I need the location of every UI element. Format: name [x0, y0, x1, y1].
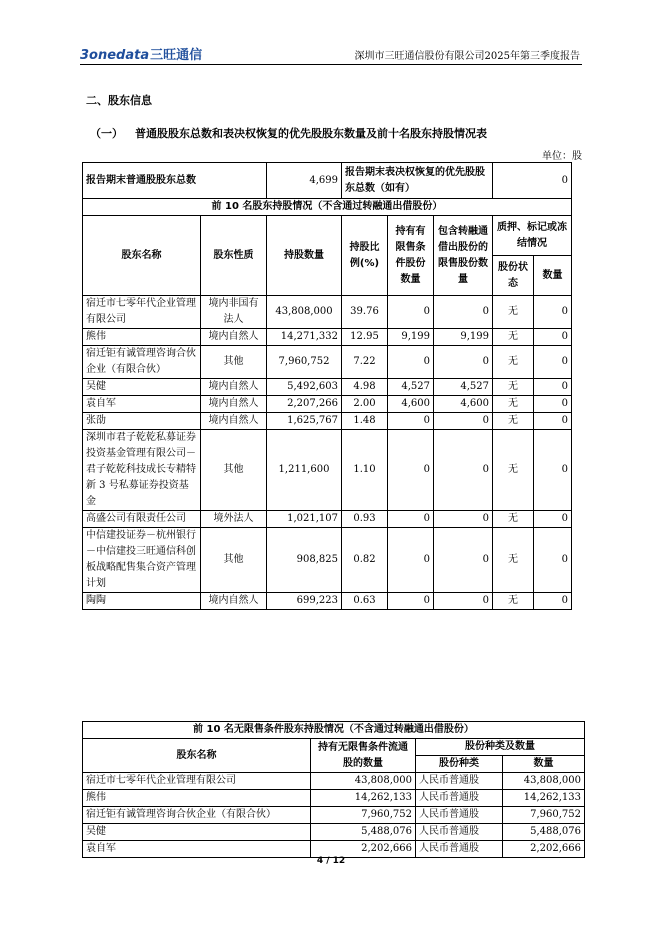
shareholder-nature: 境内自然人 — [201, 396, 267, 413]
restricted-qty: 0 — [388, 511, 434, 528]
pledge-status: 无 — [493, 413, 534, 430]
table-row — [83, 528, 572, 593]
share-type: 人民币普通股 — [416, 790, 503, 807]
lent-restricted-qty: 4,527 — [434, 379, 493, 396]
unrestricted-qty: 5,488,076 — [311, 824, 416, 841]
logo-text: 3onedata — [80, 48, 150, 63]
table-row — [83, 593, 572, 610]
restricted-qty: 0 — [388, 528, 434, 593]
holding-qty: 1,211,600 — [267, 430, 342, 511]
holding-ratio: 0.63 — [342, 593, 388, 610]
shareholder-nature: 其他 — [201, 346, 267, 379]
pledge-qty: 0 — [534, 396, 572, 413]
unrestricted-header-row — [83, 739, 585, 756]
restricted-qty: 0 — [388, 346, 434, 379]
shareholder-name: 宿迁市七零年代企业管理有限公司 — [83, 296, 201, 329]
col-header-name: 股东名称 — [83, 216, 201, 296]
shareholder-nature: 境内非国有法人 — [201, 296, 267, 329]
pledge-status: 无 — [493, 379, 534, 396]
holding-ratio: 0.93 — [342, 511, 388, 528]
share-type: 人民币普通股 — [416, 841, 503, 858]
shareholder-name: 吴健 — [83, 824, 311, 841]
col-header-pledge-status: 股份状态 — [493, 256, 534, 296]
share-type: 人民币普通股 — [416, 773, 503, 790]
holding-ratio: 1.48 — [342, 413, 388, 430]
col-header-pledge-qty: 数量 — [534, 256, 572, 296]
shareholder-nature: 其他 — [201, 528, 267, 593]
subsection-text: 普通股股东总数和表决权恢复的优先股股东数量及前十名股东持股情况表 — [135, 127, 487, 140]
shareholder-name: 袁自军 — [83, 396, 201, 413]
lent-restricted-qty: 0 — [434, 511, 493, 528]
share-type: 人民币普通股 — [416, 807, 503, 824]
top10-header-row — [83, 216, 572, 256]
table-row — [83, 430, 572, 511]
holding-ratio: 39.76 — [342, 296, 388, 329]
holding-ratio: 4.98 — [342, 379, 388, 396]
table-row — [83, 841, 585, 858]
holding-ratio: 7.22 — [342, 346, 388, 379]
holding-ratio: 0.82 — [342, 528, 388, 593]
col-header-nature: 股东性质 — [201, 216, 267, 296]
shareholder-nature: 境内自然人 — [201, 593, 267, 610]
company-logo — [80, 44, 202, 63]
shareholder-name: 中信建投证券－杭州银行－中信建投三旺通信科创板战略配售集合资产管理计划 — [83, 528, 201, 593]
pledge-status: 无 — [493, 329, 534, 346]
pledge-status: 无 — [493, 396, 534, 413]
share-qty: 5,488,076 — [503, 824, 585, 841]
pledge-status: 无 — [493, 528, 534, 593]
pledge-status: 无 — [493, 430, 534, 511]
top10-title-row — [83, 199, 572, 216]
unrestricted-title: 前 10 名无限售条件股东持股情况（不含通过转融通出借股份） — [83, 722, 585, 739]
shareholder-nature: 境外法人 — [201, 511, 267, 528]
shareholder-name: 陶陶 — [83, 593, 201, 610]
share-qty: 2,202,666 — [503, 841, 585, 858]
table-row — [83, 807, 585, 824]
table-row — [83, 329, 572, 346]
lent-restricted-qty: 0 — [434, 593, 493, 610]
table-row — [83, 824, 585, 841]
shareholder-nature: 境内自然人 — [201, 413, 267, 430]
holding-ratio: 12.95 — [342, 329, 388, 346]
lent-restricted-qty: 0 — [434, 346, 493, 379]
col-header-name: 股东名称 — [83, 739, 311, 773]
table-row — [83, 773, 585, 790]
shareholder-nature: 境内自然人 — [201, 329, 267, 346]
top10-title: 前 10 名股东持股情况（不含通过转融通出借股份） — [83, 199, 572, 216]
col-header-restricted: 持有有限售条件股份数量 — [388, 216, 434, 296]
page-number: 4 / 12 — [316, 856, 346, 866]
share-qty: 43,808,000 — [503, 773, 585, 790]
unrestricted-shareholders-table — [82, 721, 585, 858]
col-header-pledge: 质押、标记或冻结情况 — [493, 216, 572, 256]
pledge-qty: 0 — [534, 296, 572, 329]
unit-label: 单位：股 — [542, 151, 582, 162]
col-header-share-type: 股份种类 — [416, 756, 503, 773]
share-type: 人民币普通股 — [416, 824, 503, 841]
top10-shareholders-table — [82, 162, 572, 610]
page-header — [80, 44, 582, 65]
pref-holders-value: 0 — [493, 163, 572, 199]
holding-qty: 699,223 — [267, 593, 342, 610]
unrestricted-qty: 7,960,752 — [311, 807, 416, 824]
col-header-share-qty: 数量 — [503, 756, 585, 773]
summary-row — [83, 163, 572, 199]
pledge-qty: 0 — [534, 346, 572, 379]
holding-ratio: 1.10 — [342, 430, 388, 511]
shareholder-name: 宿迁钜有诚管理咨询合伙企业（有限合伙） — [83, 346, 201, 379]
subsection-number: （一） — [90, 127, 123, 140]
col-header-ratio: 持股比例(%) — [342, 216, 388, 296]
pledge-qty: 0 — [534, 511, 572, 528]
shareholder-name: 宿迁市七零年代企业管理有限公司 — [83, 773, 311, 790]
logo-cn-text: 三旺通信 — [150, 48, 203, 63]
pledge-qty: 0 — [534, 430, 572, 511]
pledge-qty: 0 — [534, 528, 572, 593]
restricted-qty: 0 — [388, 413, 434, 430]
table-row — [83, 296, 572, 329]
lent-restricted-qty: 0 — [434, 413, 493, 430]
subsection-title — [90, 125, 487, 141]
table-row — [83, 379, 572, 396]
shareholder-name: 深圳市君子乾乾私募证券投资基金管理有限公司－君子乾乾科技成长专精特新 3 号私募证券投资基金 — [83, 430, 201, 511]
lent-restricted-qty: 0 — [434, 528, 493, 593]
section-title: 二、股东信息 — [86, 94, 152, 107]
col-header-lent: 包含转融通借出股份的限售股份数量 — [434, 216, 493, 296]
shareholder-nature: 境内自然人 — [201, 379, 267, 396]
col-header-qty: 持股数量 — [267, 216, 342, 296]
holding-qty: 2,207,266 — [267, 396, 342, 413]
share-qty: 7,960,752 — [503, 807, 585, 824]
pledge-status: 无 — [493, 296, 534, 329]
pledge-status: 无 — [493, 593, 534, 610]
restricted-qty: 0 — [388, 593, 434, 610]
holding-qty: 1,021,107 — [267, 511, 342, 528]
pledge-status: 无 — [493, 511, 534, 528]
table-row — [83, 396, 572, 413]
restricted-qty: 0 — [388, 296, 434, 329]
holding-qty: 43,808,000 — [267, 296, 342, 329]
lent-restricted-qty: 0 — [434, 296, 493, 329]
holding-ratio: 2.00 — [342, 396, 388, 413]
pledge-qty: 0 — [534, 329, 572, 346]
restricted-qty: 0 — [388, 430, 434, 511]
pref-holders-label: 报告期末表决权恢复的优先股股东总数（如有） — [342, 163, 493, 199]
unrestricted-qty: 43,808,000 — [311, 773, 416, 790]
lent-restricted-qty: 4,600 — [434, 396, 493, 413]
table-row — [83, 346, 572, 379]
shareholder-name: 张劭 — [83, 413, 201, 430]
shareholder-name: 熊伟 — [83, 790, 311, 807]
lent-restricted-qty: 9,199 — [434, 329, 493, 346]
report-title: 深圳市三旺通信股份有限公司2025年第三季度报告 — [354, 51, 580, 62]
holding-qty: 14,271,332 — [267, 329, 342, 346]
restricted-qty: 4,600 — [388, 396, 434, 413]
col-header-unrestricted-qty: 持有无限售条件流通股的数量 — [311, 739, 416, 773]
shareholder-name: 袁自军 — [83, 841, 311, 858]
restricted-qty: 9,199 — [388, 329, 434, 346]
pledge-status: 无 — [493, 346, 534, 379]
restricted-qty: 4,527 — [388, 379, 434, 396]
shareholder-nature: 其他 — [201, 430, 267, 511]
shareholder-name: 高盛公司有限责任公司 — [83, 511, 201, 528]
table-row — [83, 413, 572, 430]
table-row — [83, 790, 585, 807]
pledge-qty: 0 — [534, 413, 572, 430]
holding-qty: 7,960,752 — [267, 346, 342, 379]
col-header-share-type-group: 股份种类及数量 — [416, 739, 585, 756]
holding-qty: 908,825 — [267, 528, 342, 593]
lent-restricted-qty: 0 — [434, 430, 493, 511]
unrestricted-qty: 2,202,666 — [311, 841, 416, 858]
table-row — [83, 511, 572, 528]
shareholder-name: 吴健 — [83, 379, 201, 396]
unrestricted-qty: 14,262,133 — [311, 790, 416, 807]
shareholder-name: 宿迁钜有诚管理咨询合伙企业（有限合伙） — [83, 807, 311, 824]
unrestricted-title-row — [83, 722, 585, 739]
pledge-qty: 0 — [534, 593, 572, 610]
holding-qty: 5,492,603 — [267, 379, 342, 396]
common-holders-value: 4,699 — [267, 163, 342, 199]
shareholder-name: 熊伟 — [83, 329, 201, 346]
common-holders-label: 报告期末普通股股东总数 — [83, 163, 267, 199]
holding-qty: 1,625,767 — [267, 413, 342, 430]
share-qty: 14,262,133 — [503, 790, 585, 807]
pledge-qty: 0 — [534, 379, 572, 396]
